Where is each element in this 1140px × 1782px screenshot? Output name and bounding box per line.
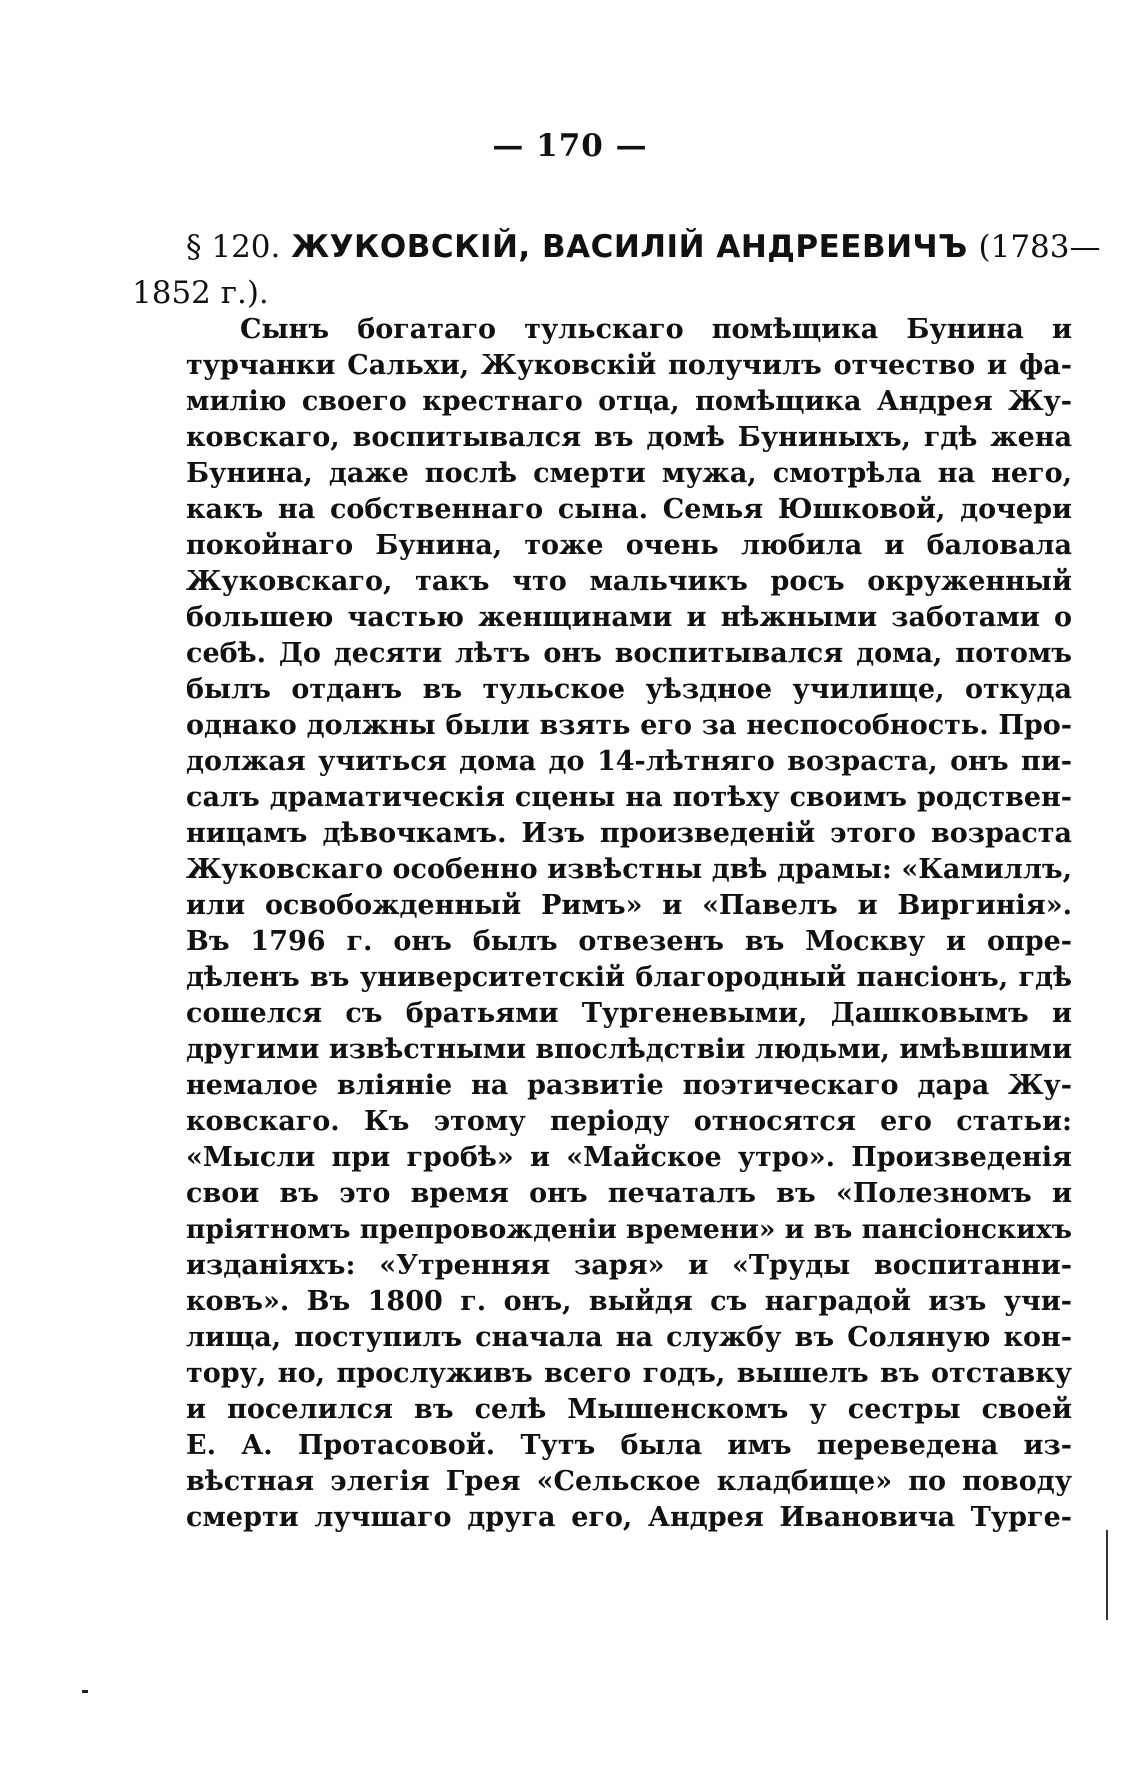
text-line: себѣ. До десяти лѣтъ онъ воспитывался дома, потомъ bbox=[186, 638, 1072, 669]
text-line: тору, но, прослуживъ всего годъ, вышелъ въ отставку bbox=[186, 1358, 1072, 1389]
text-line: Въ 1796 г. онъ былъ отвезенъ въ Москву и опре- bbox=[186, 926, 1072, 957]
text-line: Е. А. Протасовой. Тутъ была имъ переведена из- bbox=[186, 1430, 1072, 1461]
text-line: вѣстная элегія Грея «Сельское кладбище» по поводу bbox=[186, 1466, 1072, 1497]
page-number: — 170 — bbox=[492, 128, 648, 164]
text-line: Бунина, даже послѣ смерти мужа, смотрѣла на него, bbox=[186, 458, 1072, 489]
section-years-end: 1852 г.). bbox=[132, 275, 269, 311]
margin-mark bbox=[82, 1690, 88, 1693]
text-line: ницамъ дѣвочкамъ. Изъ произведеній этого возраста bbox=[186, 818, 1072, 849]
text-line: Жуковскаго особенно извѣстны двѣ драмы: «Камиллъ, bbox=[186, 854, 1072, 885]
text-line: салъ драматическія сцены на потѣху своимъ родствен- bbox=[186, 782, 1072, 813]
text-line: Сынъ богатаго тульскаго помѣщика Бунина и bbox=[240, 314, 1072, 345]
text-line: Жуковскаго, такъ что мальчикъ росъ окруженный bbox=[186, 566, 1072, 597]
text-line: изданіяхъ: «Утренняя заря» и «Труды воспитанни- bbox=[186, 1250, 1072, 1281]
text-line: свои въ это время онъ печаталъ въ «Полезномъ и bbox=[186, 1178, 1072, 1209]
text-line: однако должны были взять его за неспособность. Про- bbox=[186, 710, 1072, 741]
text-line: и поселился въ селѣ Мышенскомъ у сестры своей bbox=[186, 1394, 1072, 1425]
text-line: сошелся съ братьями Тургеневыми, Дашковымъ и bbox=[186, 998, 1072, 1029]
text-line: пріятномъ препровожденіи времени» и въ пансіонскихъ bbox=[186, 1214, 1072, 1245]
text-line: турчанки Сальхи, Жуковскій получилъ отчество и фа- bbox=[186, 350, 1072, 381]
body-paragraph bbox=[186, 312, 1072, 1536]
text-line: ковскаго. Къ этому періоду относятся его статьи: bbox=[186, 1106, 1072, 1137]
heading-line-2 bbox=[132, 270, 1066, 316]
text-line: другими извѣстными впослѣдствіи людьми, имѣвшими bbox=[186, 1034, 1072, 1065]
text-line: большею частью женщинами и нѣжными заботами о bbox=[186, 602, 1072, 633]
text-line: «Мысли при гробѣ» и «Майское утро». Произведенія bbox=[186, 1142, 1072, 1173]
text-line: немалое вліяніе на развитіе поэтическаго дара Жу- bbox=[186, 1070, 1072, 1101]
text-line: ковъ». Въ 1800 г. онъ, выйдя съ наградой изъ учи- bbox=[186, 1286, 1072, 1317]
text-line: смерти лучшаго друга его, Андрея Ивановича Турге- bbox=[186, 1502, 1072, 1533]
section-years-start: (1783— bbox=[978, 229, 1101, 265]
text-line: милію своего крестнаго отца, помѣщика Андрея Жу- bbox=[186, 386, 1072, 417]
section-heading bbox=[132, 224, 1101, 316]
text-line: дѣленъ въ университетскій благородный пансіонъ, гдѣ bbox=[186, 962, 1072, 993]
text-line: должая учиться дома до 14-лѣтняго возраста, онъ пи- bbox=[186, 746, 1072, 777]
text-line: ковскаго, воспитывался въ домѣ Буниныхъ, гдѣ жена bbox=[186, 422, 1072, 453]
text-line: покойнаго Бунина, тоже очень любила и баловала bbox=[186, 530, 1072, 561]
section-title: ЖУКОВСКІЙ, ВАСИЛІЙ АНДРЕЕВИЧЪ bbox=[291, 229, 968, 265]
section-number: § 120. bbox=[186, 229, 281, 265]
text-line: лища, поступилъ сначала на службу въ Соляную кон- bbox=[186, 1322, 1072, 1353]
text-line: какъ на собственнаго сына. Семья Юшковой, дочери bbox=[186, 494, 1072, 525]
text-line: былъ отданъ въ тульское уѣздное училище, откуда bbox=[186, 674, 1072, 705]
heading-line-1 bbox=[186, 224, 1101, 270]
page-edge-mark bbox=[1106, 1530, 1108, 1620]
text-line: или освобожденный Римъ» и «Павелъ и Виргинія». bbox=[186, 890, 1072, 921]
